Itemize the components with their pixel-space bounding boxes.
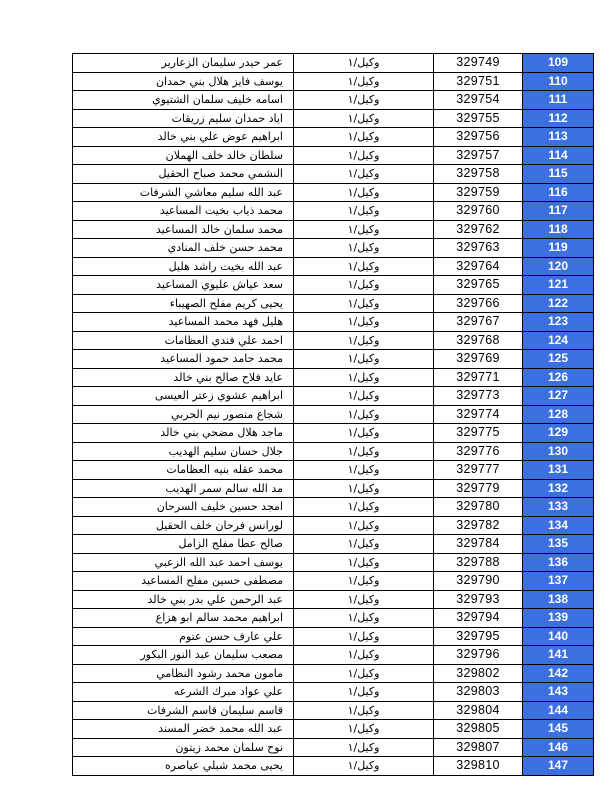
name-cell: النشمي محمد صباح الحقيل <box>73 165 294 184</box>
military-number-cell: 329765 <box>434 276 523 295</box>
table-row <box>73 516 594 535</box>
name-cell: عمر حيدر سليمان الزعارير <box>73 54 294 73</box>
serial-number-cell: 141 <box>523 646 594 665</box>
name-cell: صالح عطا مفلح الزامل <box>73 535 294 554</box>
military-number-cell: 329788 <box>434 553 523 572</box>
military-number-cell: 329773 <box>434 387 523 406</box>
table-row <box>73 368 594 387</box>
military-number-cell: 329777 <box>434 461 523 480</box>
name-cell: عبد الرحمن علي بدر بني خالد <box>73 590 294 609</box>
serial-number-cell: 119 <box>523 239 594 258</box>
military-number-cell: 329784 <box>434 535 523 554</box>
table-body <box>73 54 594 776</box>
rank-cell: وكيل/١ <box>294 368 434 387</box>
table-row <box>73 331 594 350</box>
table-row <box>73 72 594 91</box>
name-cell: يوسف احمد عبد الله الزعبي <box>73 553 294 572</box>
military-number-cell: 329774 <box>434 405 523 424</box>
table-row <box>73 590 594 609</box>
table-row <box>73 220 594 239</box>
serial-number-cell: 122 <box>523 294 594 313</box>
name-cell: مصطفى حسين مفلح المساعيد <box>73 572 294 591</box>
serial-number-cell: 115 <box>523 165 594 184</box>
rank-cell: وكيل/١ <box>294 276 434 295</box>
rank-cell: وكيل/١ <box>294 294 434 313</box>
serial-number-cell: 131 <box>523 461 594 480</box>
table-row <box>73 498 594 517</box>
personnel-table <box>72 53 594 776</box>
name-cell: قاسم سليمان قاسم الشرفات <box>73 701 294 720</box>
military-number-cell: 329807 <box>434 738 523 757</box>
serial-number-cell: 123 <box>523 313 594 332</box>
name-cell: سلطان خالد خلف الهملان <box>73 146 294 165</box>
rank-cell: وكيل/١ <box>294 146 434 165</box>
serial-number-cell: 112 <box>523 109 594 128</box>
serial-number-cell: 120 <box>523 257 594 276</box>
military-number-cell: 329768 <box>434 331 523 350</box>
serial-number-cell: 144 <box>523 701 594 720</box>
table-row <box>73 701 594 720</box>
name-cell: محمد ذياب بخيت المساعيد <box>73 202 294 221</box>
rank-cell: وكيل/١ <box>294 720 434 739</box>
name-cell: عبد الله بخيت راشد هليل <box>73 257 294 276</box>
military-number-cell: 329810 <box>434 757 523 776</box>
serial-number-cell: 135 <box>523 535 594 554</box>
name-cell: جلال حسان سليم الهديب <box>73 442 294 461</box>
military-number-cell: 329775 <box>434 424 523 443</box>
table-row <box>73 202 594 221</box>
serial-number-cell: 143 <box>523 683 594 702</box>
serial-number-cell: 109 <box>523 54 594 73</box>
rank-cell: وكيل/١ <box>294 664 434 683</box>
table-row <box>73 442 594 461</box>
military-number-cell: 329756 <box>434 128 523 147</box>
table-row <box>73 609 594 628</box>
military-number-cell: 329790 <box>434 572 523 591</box>
table-row <box>73 146 594 165</box>
rank-cell: وكيل/١ <box>294 498 434 517</box>
military-number-cell: 329766 <box>434 294 523 313</box>
serial-number-cell: 139 <box>523 609 594 628</box>
rank-cell: وكيل/١ <box>294 405 434 424</box>
name-cell: عبد الله سليم معاشي الشرفات <box>73 183 294 202</box>
table-row <box>73 757 594 776</box>
rank-cell: وكيل/١ <box>294 442 434 461</box>
rank-cell: وكيل/١ <box>294 701 434 720</box>
military-number-cell: 329803 <box>434 683 523 702</box>
rank-cell: وكيل/١ <box>294 461 434 480</box>
rank-cell: وكيل/١ <box>294 590 434 609</box>
table-row <box>73 350 594 369</box>
name-cell: لورانس فرحان خلف الحقيل <box>73 516 294 535</box>
serial-number-cell: 137 <box>523 572 594 591</box>
name-cell: ابراهيم محمد سالم ابو هزاع <box>73 609 294 628</box>
serial-number-cell: 117 <box>523 202 594 221</box>
name-cell: شجاع منصور نيم الحربي <box>73 405 294 424</box>
name-cell: عايد فلاح صالح بني خالد <box>73 368 294 387</box>
name-cell: محمد عقله بنيه العظامات <box>73 461 294 480</box>
table-row <box>73 405 594 424</box>
serial-number-cell: 134 <box>523 516 594 535</box>
name-cell: ابراهيم عشوي زعتر العيسى <box>73 387 294 406</box>
military-number-cell: 329759 <box>434 183 523 202</box>
serial-number-cell: 136 <box>523 553 594 572</box>
table-row <box>73 553 594 572</box>
table-row <box>73 424 594 443</box>
table-row <box>73 91 594 110</box>
table-row <box>73 128 594 147</box>
table-row <box>73 664 594 683</box>
military-number-cell: 329796 <box>434 646 523 665</box>
table-row <box>73 535 594 554</box>
military-number-cell: 329776 <box>434 442 523 461</box>
military-number-cell: 329782 <box>434 516 523 535</box>
rank-cell: وكيل/١ <box>294 516 434 535</box>
rank-cell: وكيل/١ <box>294 72 434 91</box>
table-row <box>73 720 594 739</box>
rank-cell: وكيل/١ <box>294 609 434 628</box>
table-row <box>73 183 594 202</box>
military-number-cell: 329769 <box>434 350 523 369</box>
name-cell: عبد الله محمد خضر المسند <box>73 720 294 739</box>
military-number-cell: 329795 <box>434 627 523 646</box>
name-cell: مامون محمد رشود النظامي <box>73 664 294 683</box>
serial-number-cell: 145 <box>523 720 594 739</box>
serial-number-cell: 110 <box>523 72 594 91</box>
military-number-cell: 329754 <box>434 91 523 110</box>
rank-cell: وكيل/١ <box>294 424 434 443</box>
rank-cell: وكيل/١ <box>294 572 434 591</box>
military-number-cell: 329758 <box>434 165 523 184</box>
serial-number-cell: 128 <box>523 405 594 424</box>
military-number-cell: 329804 <box>434 701 523 720</box>
military-number-cell: 329779 <box>434 479 523 498</box>
table-row <box>73 572 594 591</box>
military-number-cell: 329762 <box>434 220 523 239</box>
name-cell: يوسف فايز هلال بني حمدان <box>73 72 294 91</box>
table-row <box>73 109 594 128</box>
name-cell: سعد عياش عليوي المساعيد <box>73 276 294 295</box>
serial-number-cell: 114 <box>523 146 594 165</box>
military-number-cell: 329794 <box>434 609 523 628</box>
military-number-cell: 329749 <box>434 54 523 73</box>
rank-cell: وكيل/١ <box>294 535 434 554</box>
table-row <box>73 294 594 313</box>
serial-number-cell: 146 <box>523 738 594 757</box>
name-cell: اسامه خليف سلمان الشتيوي <box>73 91 294 110</box>
name-cell: علي عارف حسن عتوم <box>73 627 294 646</box>
military-number-cell: 329760 <box>434 202 523 221</box>
serial-number-cell: 113 <box>523 128 594 147</box>
military-number-cell: 329780 <box>434 498 523 517</box>
serial-number-cell: 132 <box>523 479 594 498</box>
name-cell: مد الله سالم سمر الهديب <box>73 479 294 498</box>
table-row <box>73 461 594 480</box>
military-number-cell: 329771 <box>434 368 523 387</box>
rank-cell: وكيل/١ <box>294 553 434 572</box>
rank-cell: وكيل/١ <box>294 183 434 202</box>
serial-number-cell: 142 <box>523 664 594 683</box>
serial-number-cell: 121 <box>523 276 594 295</box>
serial-number-cell: 118 <box>523 220 594 239</box>
serial-number-cell: 116 <box>523 183 594 202</box>
rank-cell: وكيل/١ <box>294 257 434 276</box>
name-cell: مصعب سليمان عبد النور البكور <box>73 646 294 665</box>
table-row <box>73 239 594 258</box>
rank-cell: وكيل/١ <box>294 757 434 776</box>
rank-cell: وكيل/١ <box>294 387 434 406</box>
rank-cell: وكيل/١ <box>294 91 434 110</box>
military-number-cell: 329751 <box>434 72 523 91</box>
serial-number-cell: 133 <box>523 498 594 517</box>
table-row <box>73 627 594 646</box>
serial-number-cell: 111 <box>523 91 594 110</box>
serial-number-cell: 138 <box>523 590 594 609</box>
rank-cell: وكيل/١ <box>294 239 434 258</box>
table-row <box>73 683 594 702</box>
name-cell: يحيى كريم مفلح الصهيباء <box>73 294 294 313</box>
name-cell: محمد سلمان خالد المساعيد <box>73 220 294 239</box>
name-cell: محمد حامد حمود المساعيد <box>73 350 294 369</box>
table-row <box>73 387 594 406</box>
table-row <box>73 165 594 184</box>
name-cell: نوح سلمان محمد زيتون <box>73 738 294 757</box>
serial-number-cell: 125 <box>523 350 594 369</box>
military-number-cell: 329793 <box>434 590 523 609</box>
name-cell: اياد حمدان سليم زريقات <box>73 109 294 128</box>
serial-number-cell: 126 <box>523 368 594 387</box>
serial-number-cell: 140 <box>523 627 594 646</box>
rank-cell: وكيل/١ <box>294 331 434 350</box>
name-cell: ابراهيم عوض علي بني خالد <box>73 128 294 147</box>
table-row <box>73 479 594 498</box>
name-cell: محمد حسن خلف المنادي <box>73 239 294 258</box>
serial-number-cell: 124 <box>523 331 594 350</box>
rank-cell: وكيل/١ <box>294 313 434 332</box>
military-number-cell: 329767 <box>434 313 523 332</box>
rank-cell: وكيل/١ <box>294 738 434 757</box>
table-row <box>73 738 594 757</box>
serial-number-cell: 130 <box>523 442 594 461</box>
table-row <box>73 276 594 295</box>
table-row <box>73 257 594 276</box>
serial-number-cell: 129 <box>523 424 594 443</box>
table-row <box>73 54 594 73</box>
name-cell: احمد علي فندي العظامات <box>73 331 294 350</box>
military-number-cell: 329805 <box>434 720 523 739</box>
rank-cell: وكيل/١ <box>294 646 434 665</box>
military-number-cell: 329755 <box>434 109 523 128</box>
rank-cell: وكيل/١ <box>294 128 434 147</box>
military-number-cell: 329764 <box>434 257 523 276</box>
rank-cell: وكيل/١ <box>294 627 434 646</box>
rank-cell: وكيل/١ <box>294 109 434 128</box>
serial-number-cell: 127 <box>523 387 594 406</box>
name-cell: امجد حسين خليف السرحان <box>73 498 294 517</box>
rank-cell: وكيل/١ <box>294 220 434 239</box>
military-number-cell: 329763 <box>434 239 523 258</box>
military-number-cell: 329802 <box>434 664 523 683</box>
rank-cell: وكيل/١ <box>294 165 434 184</box>
rank-cell: وكيل/١ <box>294 683 434 702</box>
rank-cell: وكيل/١ <box>294 479 434 498</box>
table-row <box>73 313 594 332</box>
name-cell: علي عواد مبرك الشرعه <box>73 683 294 702</box>
rank-cell: وكيل/١ <box>294 202 434 221</box>
rank-cell: وكيل/١ <box>294 54 434 73</box>
name-cell: ماجد هلال مضحي بني خالد <box>73 424 294 443</box>
rank-cell: وكيل/١ <box>294 350 434 369</box>
military-number-cell: 329757 <box>434 146 523 165</box>
serial-number-cell: 147 <box>523 757 594 776</box>
name-cell: هليل فهد محمد المساعيد <box>73 313 294 332</box>
name-cell: يحيى محمد شبلي عياصره <box>73 757 294 776</box>
table-row <box>73 646 594 665</box>
